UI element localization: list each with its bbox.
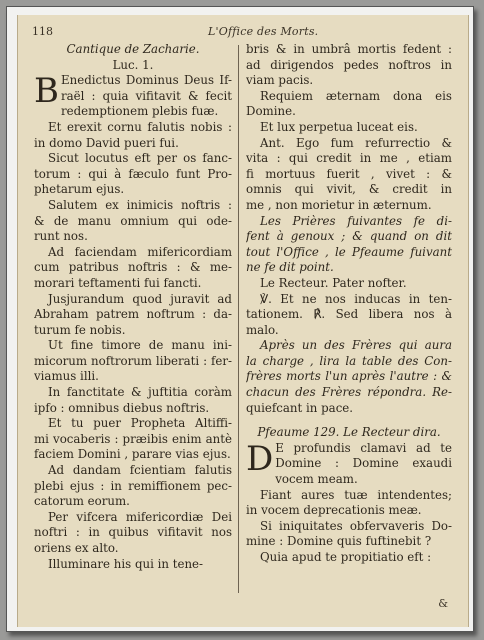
text-line: Ut fine timore de manu ini- bbox=[48, 338, 232, 353]
text-line: Et tu puer Propheta Altiffi- bbox=[48, 416, 232, 431]
text-line: me , non morietur in æternum. bbox=[246, 197, 432, 212]
text-line: ipfo : omnibus diebus noftris. bbox=[34, 400, 210, 415]
text-line: vocem meam. bbox=[275, 472, 358, 487]
text-line: in vocem deprecationis meæ. bbox=[246, 503, 422, 518]
page-header bbox=[18, 25, 468, 41]
text-line: frères morts l'un après l'autre : & bbox=[246, 369, 452, 384]
text-line: E profundis clamavi ad te bbox=[275, 440, 452, 455]
text-line: torum : qui à fæculo funt Pro- bbox=[34, 166, 232, 181]
text-line: ℣. Et ne nos inducas in ten- bbox=[260, 291, 452, 306]
text-line: mi vocaberis : præibis enim antè bbox=[34, 431, 232, 446]
text-line: raël : quia vifitavit & fecit bbox=[61, 88, 232, 103]
text-line: Le Recteur. Pater nofter. bbox=[260, 275, 407, 290]
text-line: turum fe nobis. bbox=[34, 322, 126, 337]
text-line: micorum noftrorum liberati : fer- bbox=[34, 353, 232, 368]
text-line: chacun des Frères répondra. Re- bbox=[246, 385, 452, 400]
text-line: Salutem ex inimicis noftris : bbox=[48, 197, 232, 212]
text-line: la charge , lira la table des Con- bbox=[246, 353, 452, 368]
text-line: Domine : Domine exaudi bbox=[275, 456, 452, 471]
text-line: Ad dandam fcientiam falutis bbox=[48, 463, 232, 478]
text-line: plebi ejus : in remiffionem pec- bbox=[34, 478, 232, 493]
text-line: Abraham patrem noftrum : da- bbox=[34, 307, 232, 322]
text-line: Ant. Ego fum refurrectio & bbox=[260, 135, 452, 150]
page-number: 118 bbox=[32, 25, 53, 38]
right-column bbox=[246, 42, 452, 566]
psalm-title: Pfeaume 129. Le Recteur dira. bbox=[257, 425, 441, 440]
text-line: Fiant aures tuæ intendentes; bbox=[260, 487, 452, 502]
text-line: morari teftamenti fui fancti. bbox=[34, 275, 202, 290]
text-line: vita : qui credit in me , etiam bbox=[246, 151, 452, 166]
text-line: Si iniquitates obfervaveris Do- bbox=[260, 518, 452, 533]
text-line: faciem Domini , parare vias ejus. bbox=[34, 447, 231, 462]
left-column bbox=[34, 42, 232, 572]
catchword: & bbox=[438, 597, 448, 610]
text-line: Domine. bbox=[246, 104, 296, 119]
text-line: noftri : in quibus vifitavit nos bbox=[34, 525, 232, 540]
text-line: phetarum ejus. bbox=[34, 182, 125, 197]
scan-frame bbox=[6, 6, 474, 632]
text-line: fent à genoux ; & quand on dit bbox=[246, 229, 452, 244]
book-page bbox=[17, 15, 469, 627]
text-line: redemptionem plebis fuæ. bbox=[61, 104, 219, 119]
text-line: runt nos. bbox=[34, 229, 88, 244]
left-text-body bbox=[34, 73, 232, 572]
text-line: Jusjurandum quod juravit ad bbox=[48, 291, 232, 306]
text-line: Per vifcera mifericordiæ Dei bbox=[48, 509, 232, 524]
text-line: tationem. ℟. Sed libera nos à bbox=[246, 307, 452, 322]
text-line: & de manu omnium qui ode- bbox=[34, 213, 232, 228]
text-line: Sicut locutus eft per os fanc- bbox=[48, 151, 232, 166]
text-line: tout l'Office , le Pfeaume fuivant bbox=[246, 244, 452, 259]
text-line: Et erexit cornu falutis nobis : bbox=[48, 119, 232, 134]
right-text-body bbox=[246, 42, 452, 416]
text-line: cum patribus noftris : & me- bbox=[34, 260, 232, 275]
text-line: In fanctitate & juftitia coràm bbox=[48, 385, 232, 400]
text-line: fi mortuus fuerit , vivet : & bbox=[246, 166, 452, 181]
psalm-text-body bbox=[246, 438, 452, 566]
text-line: catorum eorum. bbox=[34, 494, 130, 509]
text-line: bris & in umbrâ mortis fedent : bbox=[246, 42, 452, 56]
text-line: Requiem æternam dona eis bbox=[260, 88, 452, 103]
text-line: mine : Domine quis fuftinebit ? bbox=[246, 534, 432, 549]
text-line: Ad faciendam mifericordiam bbox=[48, 244, 232, 259]
text-line: ne fe dit point. bbox=[246, 260, 334, 275]
text-line: omnis qui vivit, & credit in bbox=[246, 182, 452, 197]
text-line: malo. bbox=[246, 322, 279, 337]
text-line: Et lux perpetua luceat eis. bbox=[260, 119, 418, 134]
text-line: Illuminare his qui in tene- bbox=[48, 556, 204, 571]
text-line: viamus illi. bbox=[34, 369, 99, 384]
drop-cap-b: B bbox=[34, 71, 59, 112]
text-line: Les Prières fuivantes fe di- bbox=[260, 213, 452, 228]
text-line: in domo David pueri fui. bbox=[34, 135, 179, 150]
drop-cap-d: D bbox=[246, 438, 274, 479]
canticle-reference: Luc. 1. bbox=[112, 57, 154, 72]
column-rule bbox=[238, 45, 239, 593]
text-line: Après un des Frères qui aura bbox=[260, 338, 452, 353]
text-line: ad dirigendos pedes noftros in bbox=[246, 57, 452, 72]
text-line: Enedictus Dominus Deus If- bbox=[61, 73, 232, 88]
canticle-title: Cantique de Zacharie. bbox=[66, 42, 200, 56]
text-line: viam pacis. bbox=[246, 73, 314, 88]
running-title: L'Office des Morts. bbox=[208, 25, 319, 38]
text-line: quiefcant in pace. bbox=[246, 400, 354, 415]
text-line: Quia apud te propitiatio eft : bbox=[260, 550, 432, 564]
text-line: oriens ex alto. bbox=[34, 541, 119, 555]
